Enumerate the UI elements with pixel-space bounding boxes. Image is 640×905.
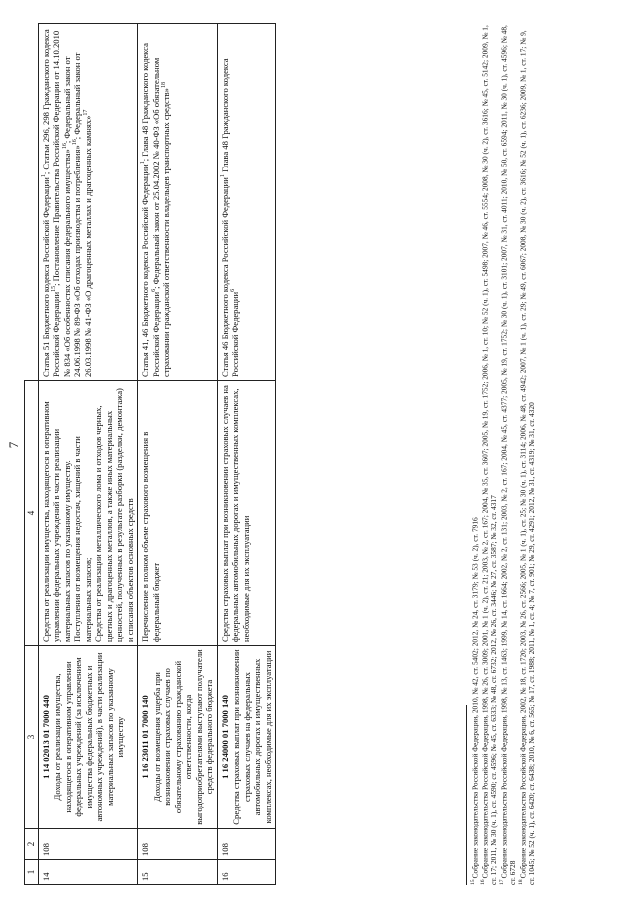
classification-cell bbox=[38, 646, 137, 829]
code-description: Средства страховых выплат при возникновении страховых случаев на федеральных автомобильных дорогах и имущественных комплексах, необходимые для их эксплуатации bbox=[231, 649, 273, 825]
source-text: Поступления от возмещения недостач, хищений в части материальных запасов; bbox=[72, 436, 93, 642]
header-col-4: 4 bbox=[25, 381, 39, 646]
admin-code: 108 bbox=[217, 829, 275, 860]
table-row bbox=[38, 24, 137, 885]
footnote: $^{17}$Собрание законодательства Российской Федерации, 1998, № 13, ст. 1463; 1999, № 14, ст. 1664; 2002, № 2, ст. 131; 2003, № 2, ст. 167; 2004, № 45, ст. 4377; 2005, № 19, ст. 1752; № 30 (ч. 1), ст. 3101; 2007, № 31, ст. 4011; 2010, № 50, ст. 6594; 2011, № 30 (ч. 1), ст. 4596; № 48, ст. 6728 bbox=[498, 25, 518, 885]
footnote: $^{15}$Собрание законодательства Российской Федерации, 2010, № 42, ст. 5402; 2012, № 24, ст. 3179; № 53 (ч. 2), ст. 7916 bbox=[470, 517, 480, 885]
row-number: 16 bbox=[217, 860, 275, 885]
footnote: $^{18}$Собрание законодательства Российской Федерации, 2002, № 18, ст. 1720; 2003, № 26, ст. 2566; 2005, № 1 (ч. 1), ст. 25; № 30 (ч. 1), ст. 3114; 2006, № 48, ст. 4942; 2007, № 1 (ч. 1), ст. 29; № 49, ст. 6067; 2008, № 30 (ч. 2), ст. 3616; № 52 (ч. 1), ст. 6236; 2009, № 1, ст. 17; № 9, ст. 1045; № 52 (ч. 1), ст. 6420; ст. 6438; 2010, № 6, ст. 565; № 17, ст. 1988; 2011, № 1, ст. 4; № 7, ст. 901; № 29, ст. 4291; 2012, № 31, ст. 4319; № 31, ст. 4320 bbox=[517, 30, 537, 885]
basis-ref: Статья 41, 46 Бюджетного кодекса Российской Федерации$^1$ bbox=[140, 161, 151, 377]
classification-cell bbox=[138, 646, 217, 829]
footnote: $^{16}$Собрание законодательства Российской Федерации, 1998, № 26, ст. 3009; 2001, № 1 (ч. 2), ст. 21; 2003, № 2, ст. 167; 2004, № 35, ст. 3607; 2005, № 19, ст. 1752; 2006, № 1, ст. 10; № 52 (ч. 1), ст. 5498; 2007, № 46, ст. 5554; 2008, № 30 (ч. 2), ст. 3616; № 45, ст. 5142; 2009, № 1, ст. 17; 2011, № 30 (ч. 1), ст. 4590; ст. 4596; № 45, ст. 6333; № 48, ст. 6732; 2012, № 26, ст. 3446; № 27, ст. 3587; № 32, ст. 4317 bbox=[479, 25, 499, 885]
source-cell bbox=[38, 381, 137, 646]
budget-code: 1 16 23011 01 7000 140 bbox=[140, 695, 151, 779]
header-col-1: 1 bbox=[25, 860, 39, 885]
basis-ref: Статья 51 Бюджетного кодекса Российской Федерации$^1$ bbox=[40, 174, 51, 377]
row-number: 14 bbox=[38, 860, 137, 885]
footnote-divider bbox=[466, 705, 467, 885]
row-number: 15 bbox=[138, 860, 217, 885]
classification-cell bbox=[217, 646, 275, 829]
header-col-2: 2 bbox=[25, 829, 39, 860]
basis-cell bbox=[138, 24, 217, 381]
table-row bbox=[138, 24, 217, 885]
basis-cell bbox=[38, 24, 137, 381]
admin-code: 108 bbox=[38, 829, 137, 860]
basis-ref: ; Статьи 296, 298 Гражданского кодекса Российской Федерации$^{15}$ bbox=[40, 29, 62, 377]
basis-ref: Статья 46 Бюджетного кодекса Российской Федерации$^1$ bbox=[219, 174, 230, 377]
source-text: Средства страховых выплат при возникновении страховых случаев на федеральных автомобильных дорогах и имущественных комплексах, необходимые для их эксплуатации bbox=[219, 385, 251, 642]
source-text: Средства от реализации имущества, находящегося в оперативном управлении федеральных учреждений в части реализации материальных запасов по указанному имуществу. bbox=[40, 401, 72, 642]
code-description: Доходы от реализации имущества, находящегося в оперативном управлении федеральных учреждений (за исключением имущества федеральных бюджетных и автономных учреждений), в части реализации материальных запасов по указанному имуществу bbox=[52, 652, 126, 822]
footnotes bbox=[466, 23, 537, 885]
revenue-table bbox=[24, 23, 276, 885]
source-text: Средства от реализации металлического лома и отходов черных, цветных и драгоценных металлов, а также иных материальных ценностей, полученных в результате разборки (разделки, демонтажа) и списания объектов основных средств bbox=[93, 388, 135, 642]
basis-ref: ; Федеральный закон от 24.06.1998 № 89-ФЗ «Об отходах производства и потребления»$^{16}$ bbox=[61, 56, 83, 377]
basis-ref: ; Постановление Правительства Российской Федерации от 14.10.2010 № 834 «Об особенностях списания федерального имущества»$^{16}$ bbox=[51, 30, 72, 377]
source-text: Перечисление в полном объеме страхового возмещения в федеральный бюджет bbox=[140, 431, 161, 642]
basis-cell bbox=[217, 24, 275, 381]
admin-code: 108 bbox=[138, 829, 217, 860]
basis-ref: ; Федеральный закон от 26.03.1998 № 41-ФЗ «О драгоценных металлах и драгоценных камнях»$^{17}$ bbox=[72, 52, 93, 377]
basis-ref: ; Глава 48 Гражданского кодекса Российской Федерации$^6$ bbox=[140, 43, 161, 377]
budget-code: 1 14 02013 01 7000 440 bbox=[40, 695, 51, 779]
budget-code: 1 16 24000 01 7000 140 bbox=[219, 695, 230, 779]
header-col-3: 3 bbox=[25, 646, 39, 829]
basis-ref: ; Федеральный закон от 25.04.2002 № 40-ФЗ «Об обязательном страховании гражданской ответственности владельцев транспортных средств»$^{18}$ bbox=[150, 57, 172, 377]
table-row bbox=[217, 24, 275, 885]
header-row bbox=[25, 24, 39, 885]
source-cell bbox=[217, 381, 275, 646]
page-number: 7 bbox=[6, 441, 21, 449]
basis-ref: Глава 48 Гражданского кодекса Российской Федерации$^6$ bbox=[219, 58, 241, 377]
source-cell bbox=[138, 381, 217, 646]
code-description: Доходы от возмещения ущерба при возникновении страховых случаев по обязательному страхованию гражданской ответственности, когда выгодоприобретателями выступают получатели средств федерального бюджета bbox=[151, 649, 215, 825]
